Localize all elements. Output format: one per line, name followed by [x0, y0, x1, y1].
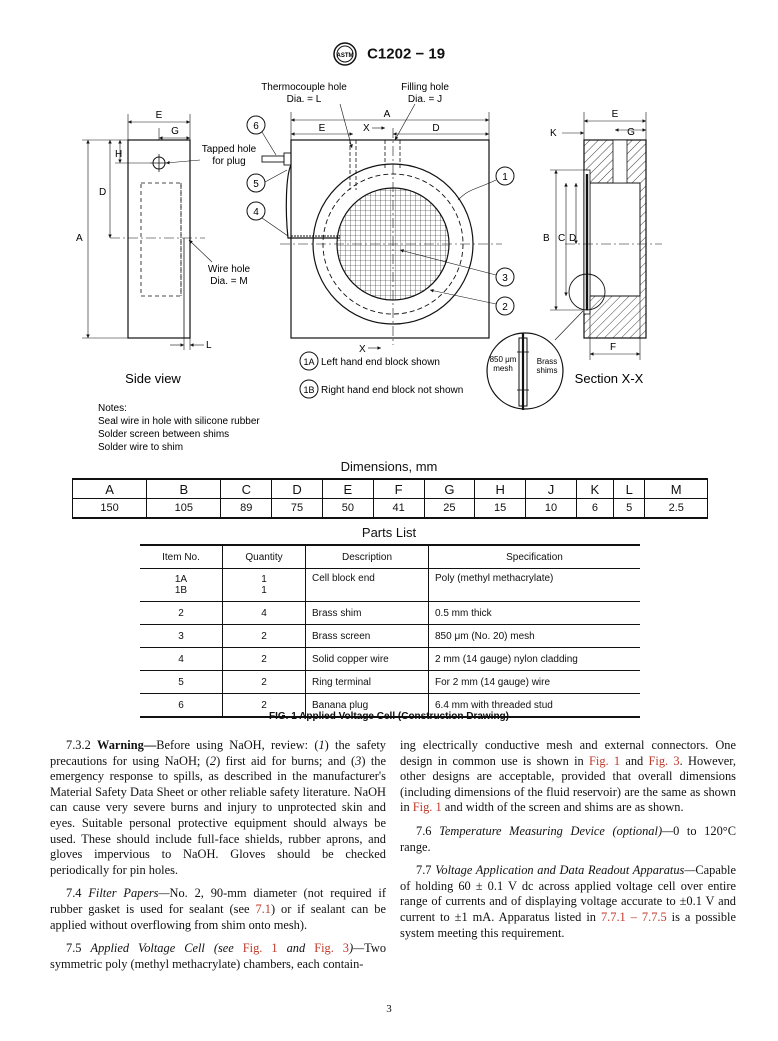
- right-end-label: Right hand end block not shown: [321, 385, 464, 396]
- side-view: [76, 110, 257, 386]
- dim-header: C: [221, 479, 272, 499]
- description: Banana plug: [306, 694, 429, 718]
- ref-link[interactable]: Fig. 1: [242, 941, 278, 956]
- paragraph-7-5: 7.5 Applied Voltage Cell (see Fig. 1 and Fig. 3)—Two symmetric poly (methyl methacrylate) chambers, each contain-: [50, 941, 387, 971]
- svg-text:4: 4: [253, 207, 259, 218]
- left-column: [50, 738, 386, 980]
- item-no: 3: [140, 625, 223, 648]
- dim-header: M: [645, 479, 708, 499]
- svg-text:Seal wire in hole with silicon: Seal wire in hole with silicone rubber: [98, 416, 260, 427]
- description: Brass shim: [306, 602, 429, 625]
- dim-label: E: [611, 109, 619, 120]
- dim-label: G: [171, 126, 179, 137]
- thermocouple-dia-label: Dia. = L: [286, 94, 322, 105]
- dim-header: B: [147, 479, 221, 499]
- dim-value: 2.5: [645, 499, 708, 519]
- callout-2: [430, 290, 514, 315]
- svg-text:1A: 1A: [303, 357, 315, 367]
- filling-hole-label: Filling hole: [401, 82, 449, 93]
- left-end-label: Left hand end block shown: [321, 357, 440, 368]
- dim-label: D: [99, 187, 107, 198]
- wire-hole-label: Wire hole: [207, 264, 251, 275]
- callout-5: [247, 170, 287, 192]
- notes: [98, 403, 260, 453]
- thermocouple-hole-label: Thermocouple hole: [261, 82, 347, 93]
- item-no: 5: [140, 671, 223, 694]
- dim-value: 6: [576, 499, 613, 519]
- parts-header: Description: [306, 545, 429, 569]
- dim-label: L: [206, 340, 212, 351]
- specification: 6.4 mm with threaded stud: [429, 694, 641, 718]
- dim-label: G: [627, 127, 635, 138]
- dim-value: 89: [221, 499, 272, 519]
- dim-value: 150: [73, 499, 147, 519]
- dim-value: 25: [424, 499, 475, 519]
- shims-label: shims: [536, 366, 558, 375]
- quantity: 1: [261, 585, 267, 596]
- svg-text:Solder wire to shim: Solder wire to shim: [98, 442, 184, 453]
- quantity: 2: [223, 694, 306, 718]
- svg-text:6: 6: [253, 121, 259, 132]
- item-no: 2: [140, 602, 223, 625]
- dim-header: F: [373, 479, 424, 499]
- item-no: 6: [140, 694, 223, 718]
- ref-link[interactable]: Fig. 1: [412, 800, 442, 815]
- dim-value: 105: [147, 499, 221, 519]
- callout-4: [247, 202, 288, 236]
- ref-link[interactable]: Fig. 1: [589, 753, 621, 768]
- ref-link[interactable]: 7.7.1 – 7.7.5: [600, 909, 667, 924]
- svg-text:1B: 1B: [303, 385, 315, 395]
- specification: Poly (methyl methacrylate): [429, 569, 641, 602]
- dim-label: K: [550, 128, 557, 139]
- item-no: 4: [140, 648, 223, 671]
- dim-label: F: [609, 342, 617, 353]
- section-mark: X: [359, 344, 366, 355]
- section-mark: X: [363, 123, 370, 134]
- wire-dia-label: Dia. = M: [210, 276, 248, 287]
- front-view: [247, 82, 514, 398]
- svg-text:1: 1: [502, 172, 508, 183]
- specification: 2 mm (14 gauge) nylon cladding: [429, 648, 641, 671]
- dim-label: E: [318, 123, 326, 134]
- for-plug-label: for plug: [212, 156, 246, 167]
- description: Solid copper wire: [306, 648, 429, 671]
- quantity: 1: [261, 574, 267, 585]
- dim-value: 15: [475, 499, 526, 519]
- item-no: 1A: [174, 574, 188, 585]
- dim-header: L: [613, 479, 645, 499]
- construction-drawing: [0, 0, 778, 460]
- svg-text:Solder screen between shims: Solder screen between shims: [98, 429, 230, 440]
- dim-header: D: [272, 479, 323, 499]
- dim-value: 10: [526, 499, 577, 519]
- dim-label: E: [155, 110, 163, 121]
- paragraph-7-6: 7.6 Temperature Measuring Device (optional)—0 to 120°C range.: [400, 823, 736, 854]
- parts-title: Parts List: [361, 525, 417, 540]
- table-row: [140, 602, 640, 625]
- standard-designation: C1202 − 19: [367, 45, 446, 63]
- right-column: [400, 738, 736, 949]
- description: Cell block end: [306, 569, 429, 602]
- table-row: [140, 569, 640, 602]
- paragraph-7-5-cont: ing electrically conductive mesh and external connectors. One design in common use is shown in Fig. 1 and Fig. 3. However, other designs are acceptable, provided that overall dimensions (including dimensions of the fluid reservoir) are the same as shown in Fig. 1 and width of the screen and shims are as shown.: [400, 738, 737, 815]
- figure-caption: FIG. 1 Applied Voltage Cell (Construction Drawing): [268, 711, 509, 722]
- section-view: [543, 109, 662, 386]
- detail-view: [487, 311, 583, 410]
- callout-1a: [300, 352, 440, 370]
- svg-text:ASTM: ASTM: [336, 53, 354, 59]
- ref-link[interactable]: Fig. 3: [648, 753, 680, 768]
- parts-table: [140, 544, 640, 718]
- page-number: 3: [386, 1003, 392, 1015]
- specification: For 2 mm (14 gauge) wire: [429, 671, 641, 694]
- side-view-label: Side view: [125, 371, 181, 386]
- quantity: 2: [223, 671, 306, 694]
- svg-text:3: 3: [502, 273, 508, 284]
- dim-header: A: [73, 479, 147, 499]
- dim-value: 75: [272, 499, 323, 519]
- specification: 850 μm (No. 20) mesh: [429, 625, 641, 648]
- dim-label: B: [543, 233, 550, 244]
- dim-label: A: [76, 233, 83, 244]
- svg-text:5: 5: [253, 179, 259, 190]
- parts-header: Specification: [429, 545, 641, 569]
- dim-value: 50: [322, 499, 373, 519]
- description: Ring terminal: [306, 671, 429, 694]
- section-label: Section X-X: [574, 371, 644, 386]
- callout-1b: [300, 380, 463, 398]
- dim-label: A: [383, 109, 391, 120]
- dim-value: 5: [613, 499, 645, 519]
- callout-1: [458, 167, 514, 200]
- mesh-label: 850 μm: [489, 355, 517, 364]
- parts-header: Quantity: [223, 545, 306, 569]
- dim-header: K: [576, 479, 613, 499]
- tapped-hole-label: Tapped hole: [201, 144, 257, 155]
- paragraph-7-7: 7.7 Voltage Application and Data Readout Apparatus—Capable of holding 60 ± 0.1 V dc across applied voltage cell over entire range of currents and of displaying voltage accurate to ±0.1 V and current to ±1 mA. Apparatus listed in 7.7.1 – 7.7.5 is a possible system meeting this requirement.: [400, 863, 737, 940]
- ref-link[interactable]: Fig. 3: [314, 941, 350, 956]
- quantity: 2: [223, 625, 306, 648]
- dim-label: D: [569, 233, 577, 244]
- dim-label: C: [558, 233, 566, 244]
- dim-header: E: [322, 479, 373, 499]
- ref-link[interactable]: 7.1: [255, 901, 271, 916]
- quantity: 4: [223, 602, 306, 625]
- description: Brass screen: [306, 625, 429, 648]
- dim-value: 41: [373, 499, 424, 519]
- mesh-label-2: mesh: [493, 364, 513, 373]
- dim-header: H: [475, 479, 526, 499]
- table-row: [140, 625, 640, 648]
- brass-label: Brass: [536, 357, 558, 366]
- dim-header: J: [526, 479, 577, 499]
- parts-header: Item No.: [140, 545, 223, 569]
- dim-header: G: [424, 479, 475, 499]
- svg-text:Notes:: Notes:: [98, 403, 127, 414]
- paragraph-7-4: 7.4 Filter Papers—No. 2, 90-mm diameter (not required if rubber gasket is used for sealant (see 7.1) or if sealant can be applied without overflowing from shim onto mesh).: [50, 886, 387, 932]
- item-no: 1B: [174, 585, 188, 596]
- table-row: [140, 671, 640, 694]
- paragraph-7-3-2: 7.3.2 Warning—Before using NaOH, review: (1) the safety precautions for using NaOH; (2) first aid for burns; and (3) the emergency response to spills, as described in the manufacturer's Material Safety Data Sheet or other reliable safety literature. NaOH can cause very severe burns and injury to unprotected skin and eyes. Suitable personal protective equipment should always be used. These should include full-face shields, rubber aprons, and gloves impervious to NaOH. Gloves should be checked periodically for pin holes.: [50, 738, 387, 877]
- svg-text:2: 2: [502, 302, 508, 313]
- dim-label: H: [115, 149, 123, 160]
- quantity: 2: [223, 648, 306, 671]
- filling-dia-label: Dia. = J: [407, 94, 443, 105]
- table-row: [140, 648, 640, 671]
- dimensions-title: Dimensions, mm: [340, 459, 438, 474]
- dim-label: D: [432, 123, 440, 134]
- specification: 0.5 mm thick: [429, 602, 641, 625]
- dimensions-table: [72, 478, 708, 519]
